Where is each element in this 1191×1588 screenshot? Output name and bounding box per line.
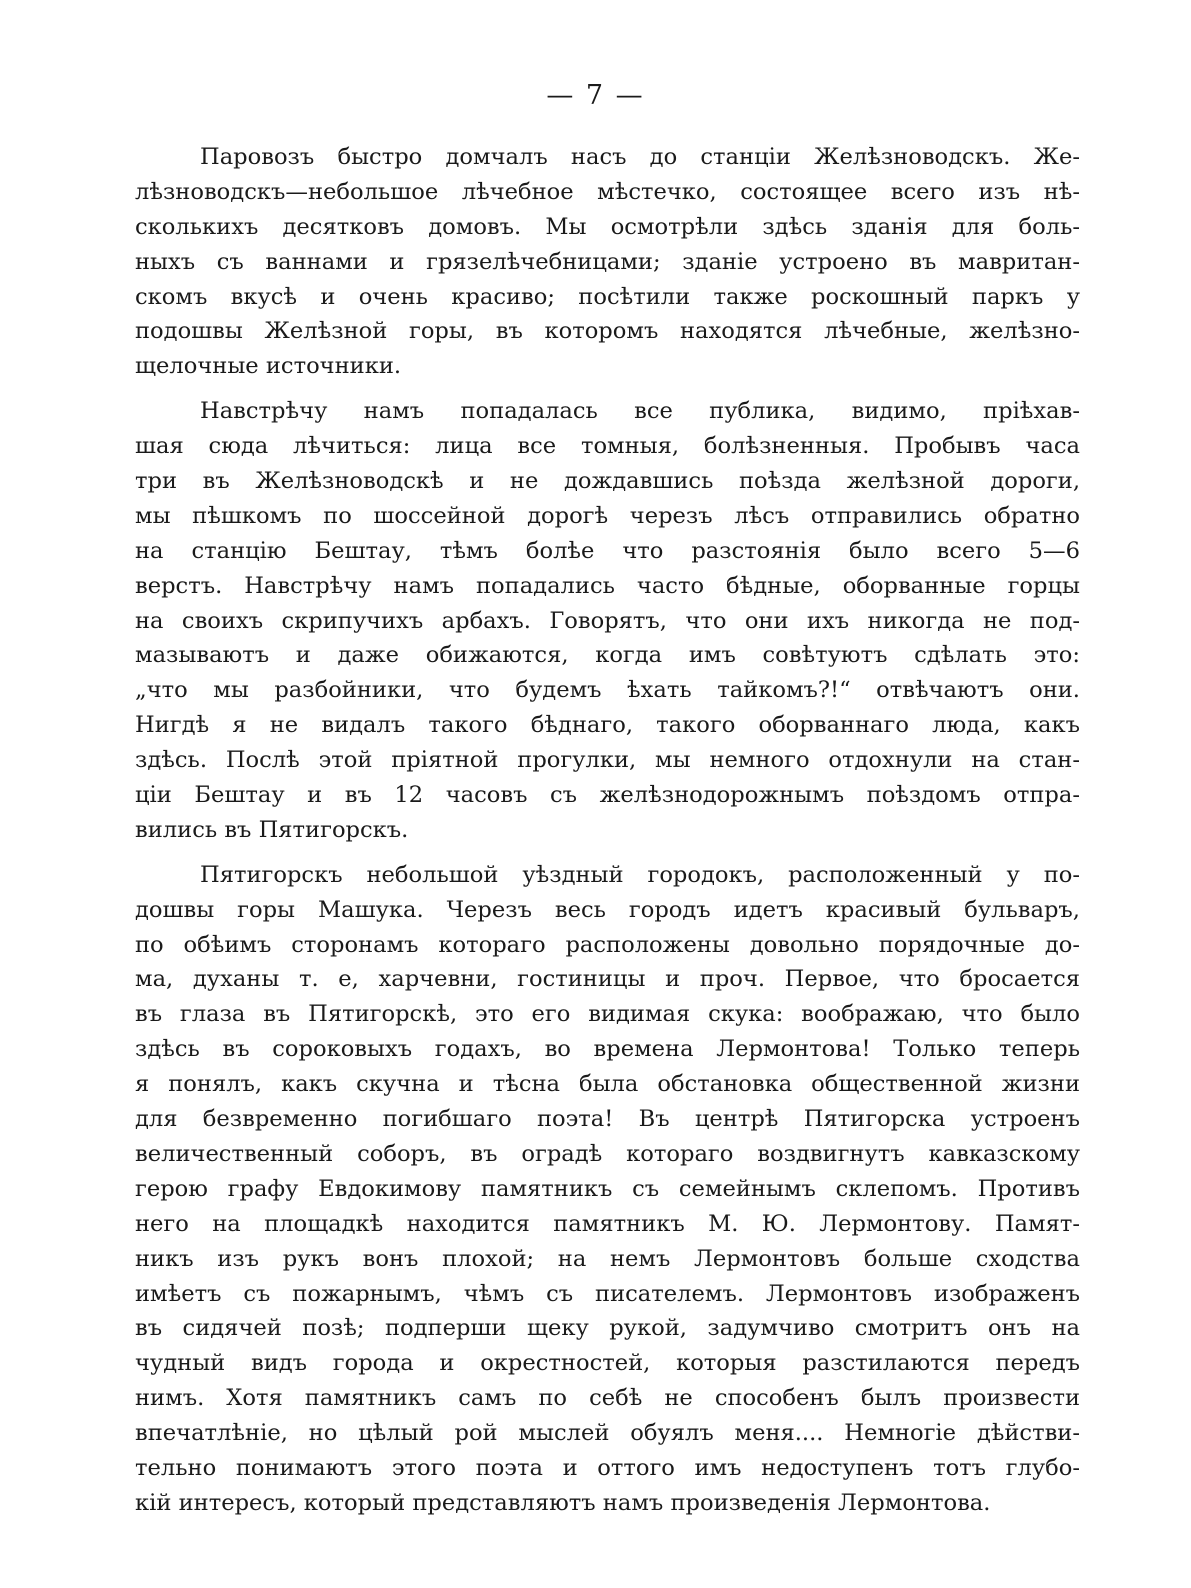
text-line: Пятигорскъ небольшой уѣздный городокъ, расположенный у по- bbox=[200, 861, 1080, 888]
text-line: никъ изъ рукъ вонъ плохой; на немъ Лермонтовъ больше сходства bbox=[135, 1245, 1080, 1272]
text-line: чудный видъ города и окрестностей, которыя разстилаются передъ bbox=[135, 1350, 1080, 1377]
text-line: сколькихъ десятковъ домовъ. Мы осмотрѣли здѣсь зданія для боль- bbox=[135, 213, 1080, 240]
text-line: въ глаза въ Пятигорскѣ, это его видимая скука: воображаю, что было bbox=[135, 1001, 1080, 1028]
text-line: на станцію Бештау, тѣмъ болѣе что разстоянія было всего 5—6 bbox=[135, 537, 1080, 564]
paragraph bbox=[135, 140, 1080, 384]
paragraph bbox=[135, 394, 1080, 848]
text-line: мы пѣшкомъ по шоссейной дорогѣ черезъ лѣсъ отправились обратно bbox=[135, 502, 1080, 529]
text-line: верстъ. Навстрѣчу намъ попадались часто бѣдные, оборванные горцы bbox=[135, 572, 1080, 599]
text-line: здѣсь въ сороковыхъ годахъ, во времена Лермонтова! Только теперь bbox=[135, 1036, 1080, 1063]
text-line: имѣетъ съ пожарнымъ, чѣмъ съ писателемъ. Лермонтовъ изображенъ bbox=[135, 1280, 1080, 1307]
text-line: ма, духаны т. е, харчевни, гостиницы и проч. Первое, что бросается bbox=[135, 966, 1080, 993]
text-line: нимъ. Хотя памятникъ самъ по себѣ не способенъ былъ произвести bbox=[135, 1385, 1080, 1412]
text-line: ціи Бештау и въ 12 часовъ съ желѣзнодорожнымъ поѣздомъ отпра- bbox=[135, 782, 1080, 809]
text-line: три въ Желѣзноводскѣ и не дождавшись поѣзда желѣзной дороги, bbox=[135, 468, 1080, 495]
text-line: въ сидячей позѣ; подперши щеку рукой, задумчиво смотритъ онъ на bbox=[135, 1315, 1080, 1342]
text-line: вились въ Пятигорскъ. bbox=[135, 816, 409, 843]
body-text bbox=[135, 140, 1080, 1521]
text-line: величественный соборъ, въ оградѣ котораго воздвигнутъ кавказскому bbox=[135, 1140, 1080, 1167]
text-line: я понялъ, какъ скучна и тѣсна была обстановка общественной жизни bbox=[135, 1071, 1080, 1098]
text-line: ныхъ съ ваннами и грязелѣчебницами; зданіе устроено въ мавритан- bbox=[135, 248, 1080, 275]
text-line: него на площадкѣ находится памятникъ М. Ю. Лермонтову. Памят- bbox=[135, 1210, 1080, 1237]
text-line: здѣсь. Послѣ этой пріятной прогулки, мы немного отдохнули на стан- bbox=[135, 747, 1080, 774]
text-line: скомъ вкусѣ и очень красиво; посѣтили также роскошный паркъ у bbox=[135, 283, 1080, 310]
text-line: щелочные источники. bbox=[135, 353, 402, 380]
text-line: впечатлѣніе, но цѣлый рой мыслей обуялъ меня.... Немногіе дѣйстви- bbox=[135, 1420, 1080, 1447]
text-line: на своихъ скрипучихъ арбахъ. Говорятъ, что они ихъ никогда не под- bbox=[135, 607, 1080, 634]
page-number: — 7 — bbox=[546, 80, 645, 111]
text-line: шая сюда лѣчиться: лица все томныя, болѣзненныя. Пробывъ часа bbox=[135, 433, 1080, 460]
text-line: Нигдѣ я не видалъ такого бѣднаго, такого оборваннаго люда, какъ bbox=[135, 712, 1080, 739]
text-line: „что мы разбойники, что будемъ ѣхать тайкомъ?!“ отвѣчаютъ они. bbox=[135, 677, 1080, 704]
text-line: лѣзноводскъ—небольшое лѣчебное мѣстечко, состоящее всего изъ нѣ- bbox=[135, 178, 1080, 205]
text-line: подошвы Желѣзной горы, въ которомъ находятся лѣчебные, желѣзно- bbox=[135, 318, 1080, 345]
text-line: кій интересъ, который представляютъ намъ произведенія Лермонтова. bbox=[135, 1489, 991, 1516]
text-line: дошвы горы Машука. Черезъ весь городъ идетъ красивый бульваръ, bbox=[135, 896, 1080, 923]
paragraph bbox=[135, 858, 1080, 1521]
text-line: герою графу Евдокимову памятникъ съ семейнымъ склепомъ. Противъ bbox=[135, 1175, 1080, 1202]
text-line: тельно понимаютъ этого поэта и оттого имъ недоступенъ тотъ глубо- bbox=[135, 1454, 1080, 1481]
text-line: Паровозъ быстро домчалъ насъ до станціи Желѣзноводскъ. Же- bbox=[200, 144, 1080, 170]
text-line: мазываютъ и даже обижаются, когда имъ совѣтуютъ сдѣлать это: bbox=[135, 642, 1080, 669]
text-line: для безвременно погибшаго поэта! Въ центрѣ Пятигорска устроенъ bbox=[135, 1106, 1080, 1133]
text-line: Навстрѣчу намъ попадалась все публика, видимо, пріѣхав- bbox=[200, 398, 1080, 425]
text-line: по обѣимъ сторонамъ котораго расположены довольно порядочные до- bbox=[135, 931, 1080, 958]
